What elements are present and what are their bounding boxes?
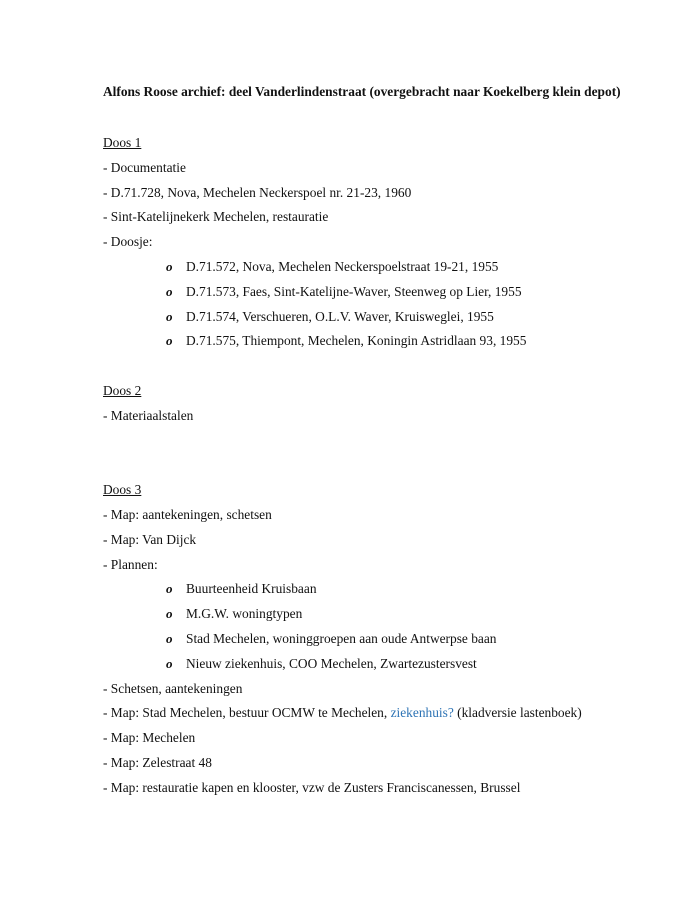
bullet-o-icon: o (166, 630, 173, 646)
list-item: - Map: aantekeningen, schetsen (103, 506, 272, 522)
list-item: - Materiaalstalen (103, 407, 194, 423)
ziekenhuis-link[interactable]: ziekenhuis? (390, 705, 454, 721)
bullet-o-icon: o (166, 308, 173, 324)
sub-list-item: o D.71.573, Faes, Sint-Katelijne-Waver, Steenweg op Lier, 1955 (103, 280, 663, 305)
list-item: - Sint-Katelijnekerk Mechelen, restauratie (103, 209, 329, 225)
list-item: - Map: restauratie kapen en klooster, vzw de Zusters Franciscanessen, Brussel (103, 779, 521, 795)
bullet-o-icon: o (166, 333, 173, 349)
list-item-ocmw: - Map: Stad Mechelen, bestuur OCMW te Mechelen, ziekenhuis? (kladversie lastenboek) (103, 705, 582, 721)
sub-list-item: o D.71.574, Verschueren, O.L.V. Waver, Kruisweglei, 1955 (103, 305, 663, 330)
list-item: - Schetsen, aantekeningen (103, 680, 243, 696)
document-page (103, 78, 663, 801)
doos-3-heading: Doos 3 (103, 482, 142, 498)
list-item: - Map: Mechelen (103, 730, 196, 746)
list-item: - D.71.728, Nova, Mechelen Neckerspoel nr. 21-23, 1960 (103, 184, 412, 200)
sub-list-item: o M.G.W. woningtypen (103, 602, 663, 627)
sub-list-item: o Nieuw ziekenhuis, COO Mechelen, Zwartezustersvest (103, 652, 663, 677)
bullet-o-icon: o (166, 655, 173, 671)
bullet-o-icon: o (166, 606, 173, 622)
list-item: - Documentatie (103, 159, 186, 175)
bullet-o-icon: o (166, 283, 173, 299)
list-item: - Doosje: (103, 234, 153, 250)
sub-list-item: o Stad Mechelen, woninggroepen aan oude Antwerpse baan (103, 627, 663, 652)
list-item: - Map: Zelestraat 48 (103, 754, 212, 770)
doos-1-heading: Doos 1 (103, 135, 142, 150)
bullet-o-icon: o (166, 258, 173, 274)
bullet-o-icon: o (166, 581, 173, 597)
sub-list-item: o D.71.575, Thiempont, Mechelen, Koningin Astridlaan 93, 1955 (103, 329, 663, 354)
sub-list-item: o D.71.572, Nova, Mechelen Neckerspoelstraat 19-21, 1955 (103, 255, 663, 280)
list-item: - Map: Van Dijck (103, 531, 197, 547)
sub-list-item: o Buurteenheid Kruisbaan (103, 577, 663, 602)
document-title: Alfons Roose archief: deel Vanderlindenstraat (overgebracht naar Koekelberg klein depot) (103, 84, 621, 99)
doos-2-heading: Doos 2 (103, 382, 142, 398)
list-item: - Plannen: (103, 556, 158, 572)
